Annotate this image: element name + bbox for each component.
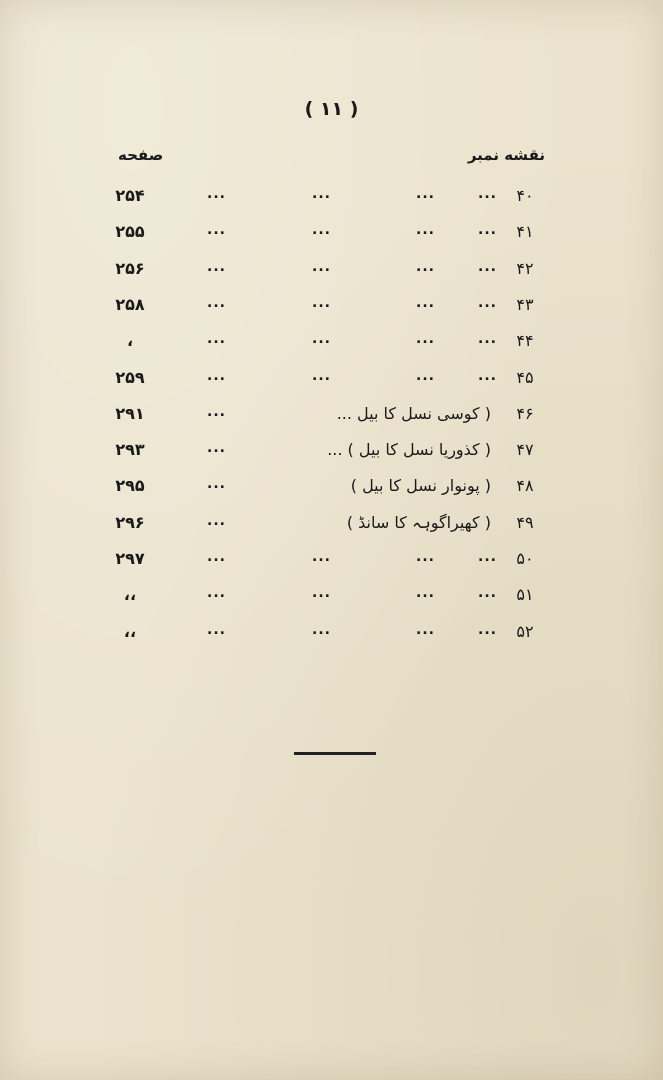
map-number-cell: ۴۵ bbox=[516, 368, 534, 387]
leader-dots: ... bbox=[478, 186, 497, 202]
index-row bbox=[0, 331, 663, 367]
leader-dots: ... bbox=[416, 368, 435, 384]
map-number-cell: ۵۱ bbox=[516, 585, 534, 604]
leader-dots: ... bbox=[478, 368, 497, 384]
leader-dots: ... bbox=[416, 222, 435, 238]
leader-dots: ... bbox=[478, 331, 497, 347]
leader-dots: ... bbox=[207, 259, 226, 275]
index-row bbox=[0, 622, 663, 658]
leader-dots: ... bbox=[478, 549, 497, 565]
leader-dots: ... bbox=[207, 368, 226, 384]
page-number-cell: ۲۹۱ bbox=[115, 404, 145, 423]
leader-dots: ... bbox=[478, 222, 497, 238]
map-number-column-header: نقشه نمبر bbox=[467, 146, 545, 164]
leader-dots: ... bbox=[312, 622, 331, 638]
page-number-cell: ۲۵۸ bbox=[115, 295, 145, 314]
map-number-cell: ۴۹ bbox=[516, 513, 534, 532]
leader-dots: ... bbox=[478, 259, 497, 275]
page-number-cell: ۲۹۷ bbox=[115, 549, 145, 568]
map-caption: ( پونوار نسل کا بیل ) bbox=[350, 476, 491, 495]
page-number-cell: ۲۵۹ bbox=[115, 368, 145, 387]
leader-dots: ... bbox=[207, 513, 226, 529]
map-caption: ( کھیراگوہہ کا سانڈ ) bbox=[346, 513, 491, 532]
page-number-cell: ، bbox=[126, 331, 134, 350]
leader-dots: ... bbox=[207, 585, 226, 601]
index-row bbox=[0, 186, 663, 222]
leader-dots: ... bbox=[478, 622, 497, 638]
leader-dots: ... bbox=[416, 585, 435, 601]
leader-dots: ... bbox=[416, 331, 435, 347]
leader-dots: ... bbox=[416, 549, 435, 565]
leader-dots: ... bbox=[478, 295, 497, 311]
page-number-cell: ۲۵۵ bbox=[115, 222, 145, 241]
index-row bbox=[0, 585, 663, 621]
leader-dots: ... bbox=[312, 222, 331, 238]
map-number-cell: ۴۳ bbox=[516, 295, 534, 314]
leader-dots: ... bbox=[416, 622, 435, 638]
leader-dots: ... bbox=[312, 259, 331, 275]
leader-dots: ... bbox=[312, 368, 331, 384]
page-column-header: صفحه bbox=[118, 146, 164, 164]
leader-dots: ... bbox=[312, 331, 331, 347]
page-number-cell: ۲۹۶ bbox=[115, 513, 145, 532]
page-number-cell: ،، bbox=[123, 585, 137, 604]
leader-dots: ... bbox=[207, 622, 226, 638]
map-number-cell: ۴۶ bbox=[516, 404, 534, 423]
map-caption: ( کذوریا نسل کا بیل ) ... bbox=[327, 440, 491, 459]
page-number-cell: ۲۵۴ bbox=[115, 186, 145, 205]
leader-dots: ... bbox=[207, 186, 226, 202]
index-row bbox=[0, 476, 663, 512]
leader-dots: ... bbox=[416, 259, 435, 275]
leader-dots: ... bbox=[416, 186, 435, 202]
leader-dots: ... bbox=[312, 585, 331, 601]
index-row bbox=[0, 259, 663, 295]
leader-dots: ... bbox=[312, 549, 331, 565]
leader-dots: ... bbox=[312, 186, 331, 202]
leader-dots: ... bbox=[478, 585, 497, 601]
page-number-cell: ۲۵۶ bbox=[115, 259, 145, 278]
index-row bbox=[0, 404, 663, 440]
page-number-cell: ۲۹۳ bbox=[115, 440, 145, 459]
leader-dots: ... bbox=[416, 295, 435, 311]
map-number-cell: ۴۱ bbox=[516, 222, 534, 241]
map-caption: ( کوسی نسل کا بیل ... bbox=[336, 404, 491, 423]
map-number-cell: ۴۷ bbox=[516, 440, 534, 459]
map-number-cell: ۵۲ bbox=[516, 622, 534, 641]
index-row bbox=[0, 368, 663, 404]
leader-dots: ... bbox=[207, 222, 226, 238]
end-rule bbox=[294, 752, 376, 755]
page-number: ( ۱۱ ) bbox=[304, 98, 359, 120]
map-number-cell: ۵۰ bbox=[516, 549, 534, 568]
leader-dots: ... bbox=[207, 295, 226, 311]
leader-dots: ... bbox=[207, 476, 226, 492]
index-row bbox=[0, 222, 663, 258]
leader-dots: ... bbox=[207, 404, 226, 420]
map-number-cell: ۴۰ bbox=[516, 186, 534, 205]
index-row bbox=[0, 440, 663, 476]
leader-dots: ... bbox=[207, 549, 226, 565]
leader-dots: ... bbox=[207, 331, 226, 347]
map-number-cell: ۴۴ bbox=[516, 331, 534, 350]
index-row bbox=[0, 549, 663, 585]
page-number-cell: ۲۹۵ bbox=[115, 476, 145, 495]
map-number-cell: ۴۲ bbox=[516, 259, 534, 278]
leader-dots: ... bbox=[312, 295, 331, 311]
page-number-cell: ،، bbox=[123, 622, 137, 641]
index-row bbox=[0, 513, 663, 549]
map-number-cell: ۴۸ bbox=[516, 476, 534, 495]
leader-dots: ... bbox=[207, 440, 226, 456]
index-row bbox=[0, 295, 663, 331]
